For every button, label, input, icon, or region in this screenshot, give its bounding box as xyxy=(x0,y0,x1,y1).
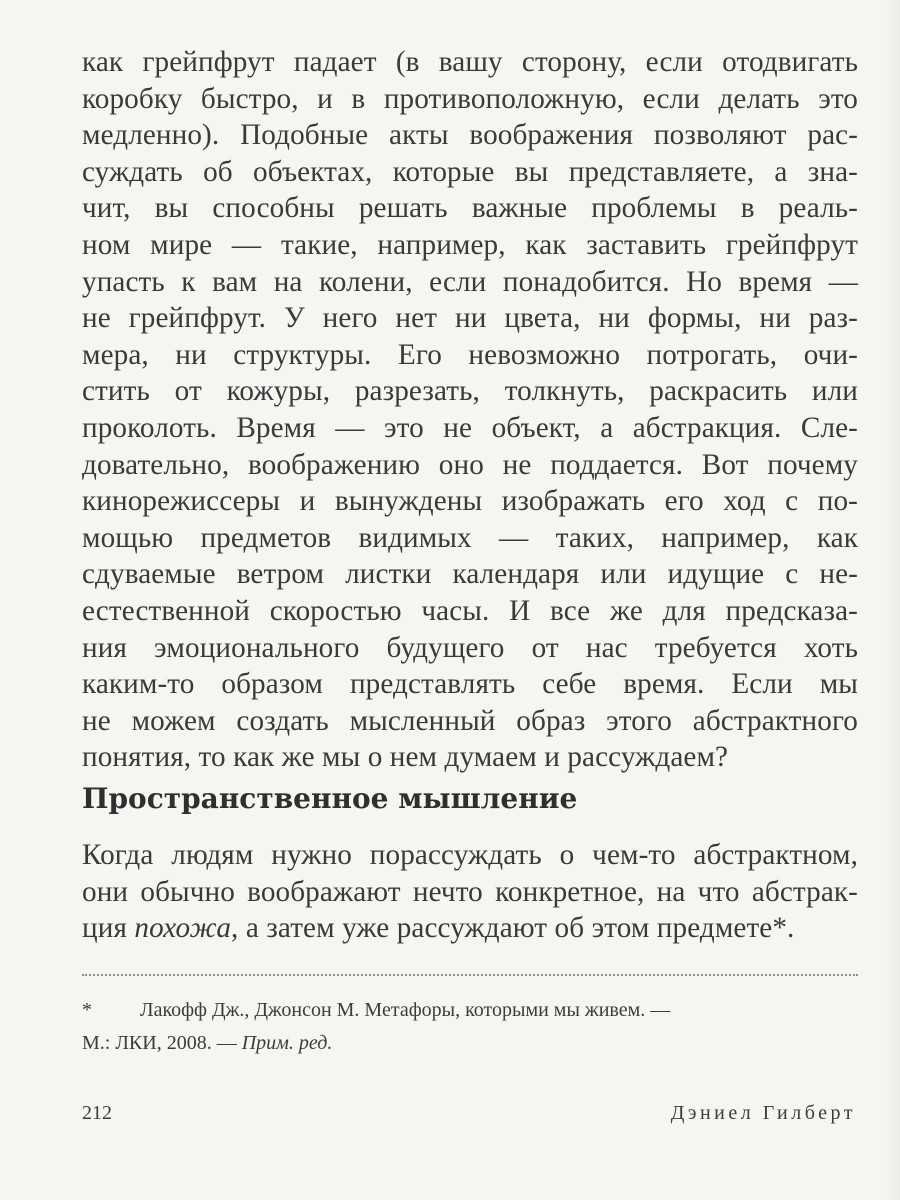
body-line: довательно, воображению оно не поддается. Вот почему xyxy=(82,448,858,481)
body-line: как грейпфрут падает (в вашу сторону, если отодвигать xyxy=(82,46,858,78)
section-line-3 xyxy=(82,910,858,947)
body-line: ном мире — такие, например, как заставить грейпфрут xyxy=(82,228,858,261)
section-heading: Пространственное мышление xyxy=(82,782,578,815)
body-line: проколоть. Время — это не объект, а абстракция. Сле- xyxy=(82,411,858,444)
body-line: не можем создать мысленный образ этого абстрактного xyxy=(82,704,858,737)
body-line: коробку быстро, и в противоположную, если делать это xyxy=(82,82,858,115)
page-number: 212 xyxy=(82,1102,112,1124)
body-line: каким-то образом представлять себе время. Если мы xyxy=(82,668,858,701)
footnote-line-2 xyxy=(82,1027,858,1060)
body-line: естественной скоростью часы. И все же для предсказа- xyxy=(82,594,858,627)
footnote-text-1: Лакофф Дж., Джонсон М. Метафоры, которыми мы живем. — xyxy=(140,999,671,1021)
body-line: медленно). Подобные акты воображения позволяют рас- xyxy=(82,119,858,152)
body-line: ния эмоционального будущего от нас требуется хоть xyxy=(82,631,858,664)
body-line: сдуваемые ветром листки календаря или идущие с не- xyxy=(82,558,858,591)
body-line: мера, ни структуры. Его невозможно потрогать, очи- xyxy=(82,338,858,371)
body-line: понятия, то как же мы о нем думаем и рассуждаем? xyxy=(82,741,729,774)
section-paragraph xyxy=(82,837,858,947)
footnote xyxy=(82,994,858,1060)
section-line: Когда людям нужно порассуждать о чем-то абстрактном, xyxy=(82,839,858,871)
footnote-text-2: М.: ЛКИ, 2008. — xyxy=(82,1032,242,1054)
body-line: суждать об объектах, которые вы представляете, а зна- xyxy=(82,155,858,188)
body-line: мощью предметов видимых — таких, например, как xyxy=(82,521,858,554)
footnote-line-1 xyxy=(82,994,858,1027)
running-head-author: Дэниел Гилберт xyxy=(670,1102,856,1124)
footnote-editor-note: Прим. ред. xyxy=(241,1032,333,1054)
body-text xyxy=(82,44,858,776)
section-line-3-end: , а затем уже рассуждают об этом предмете*. xyxy=(231,912,795,945)
body-line: упасть к вам на колени, если понадобится. Но время — xyxy=(82,265,858,298)
footnote-divider xyxy=(82,974,858,976)
body-line: чит, вы способны решать важные проблемы в реаль- xyxy=(82,192,858,225)
body-line: стить от кожуры, разрезать, толкнуть, раскрасить или xyxy=(82,375,858,408)
page-edge-shadow xyxy=(886,0,900,1200)
body-line: кинорежиссеры и вынуждены изображать его ход с по- xyxy=(82,485,858,518)
emphasized-word: похожа xyxy=(134,912,232,945)
body-line: не грейпфрут. У него нет ни цвета, ни формы, ни раз- xyxy=(82,302,858,335)
footnote-marker: * xyxy=(82,999,92,1021)
section-line-3-start: ция xyxy=(82,912,135,945)
section-line: они обычно воображают нечто конкретное, на что абстрак- xyxy=(82,875,858,908)
